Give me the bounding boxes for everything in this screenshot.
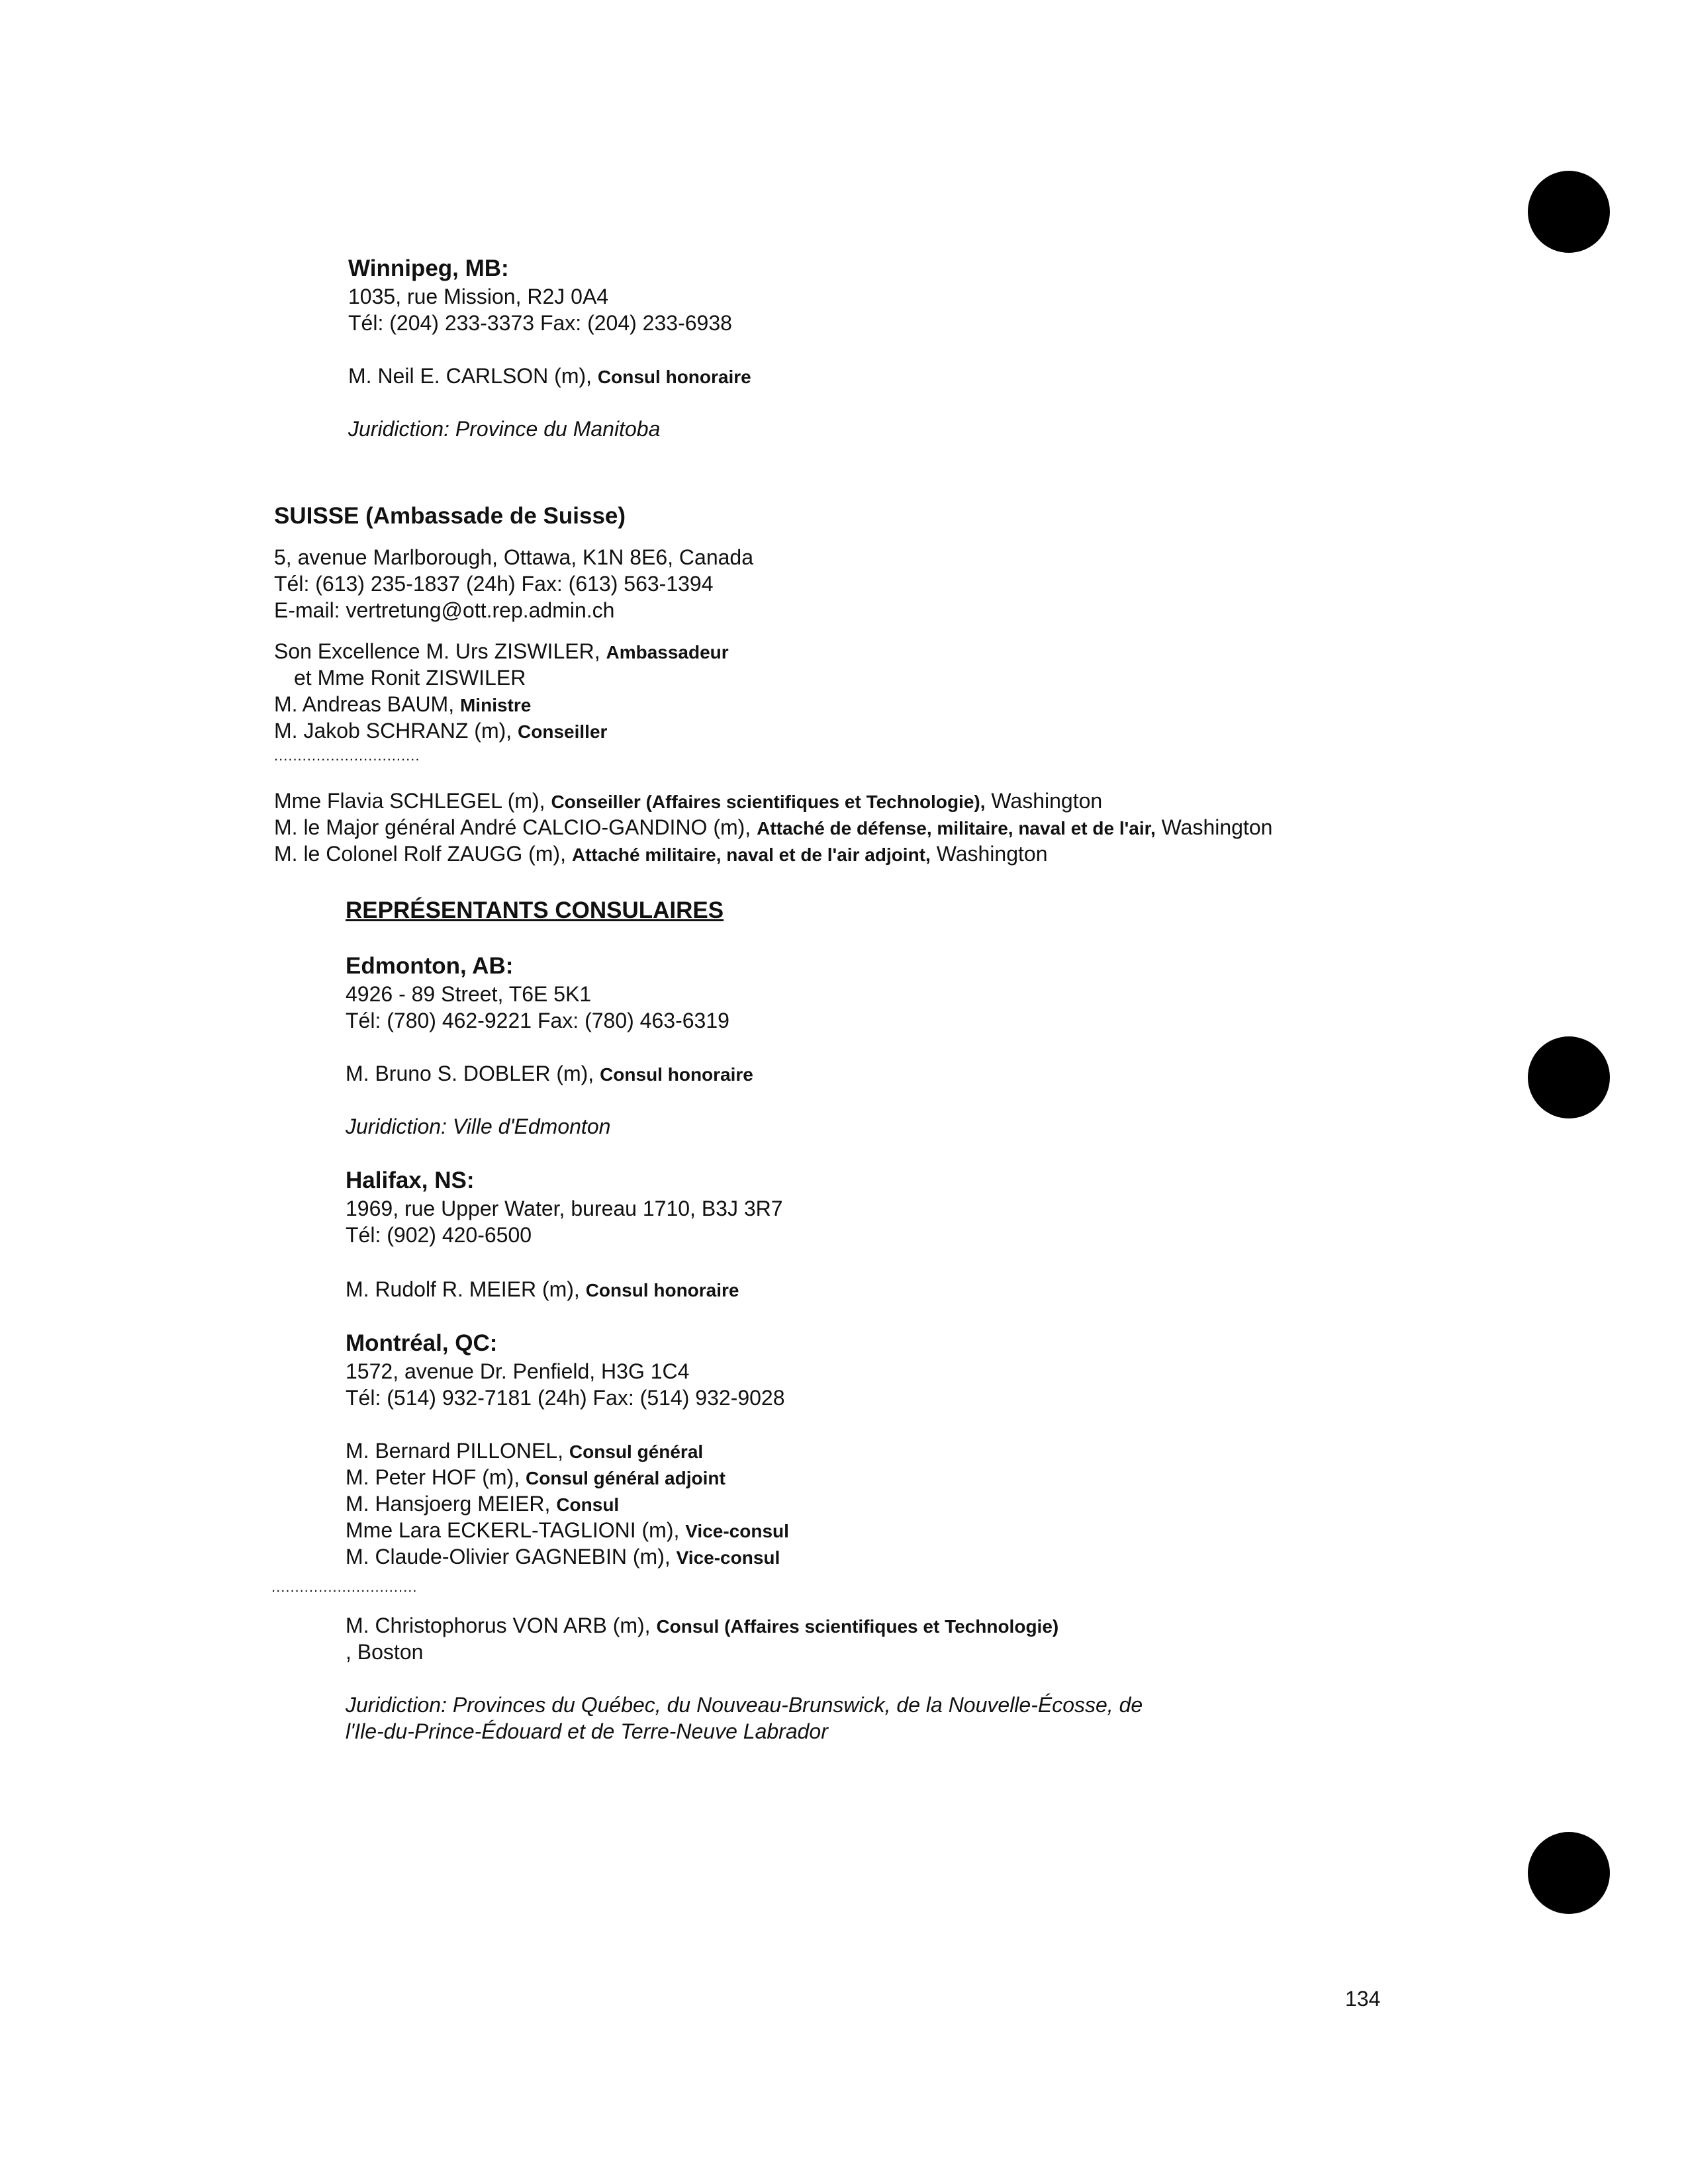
person-role: Consul général adjoint bbox=[526, 1468, 726, 1488]
staff-row bbox=[274, 717, 607, 745]
winnipeg-heading: Winnipeg, MB: bbox=[348, 255, 509, 281]
person-location: Washington bbox=[1161, 815, 1273, 839]
person-role: Attaché militaire, naval et de l'air adjoint, bbox=[571, 844, 931, 865]
montreal-staff-row bbox=[346, 1490, 619, 1518]
boston-staff-row bbox=[346, 1612, 1058, 1640]
dotted-separator: ............................... bbox=[271, 1578, 418, 1595]
montreal-heading: Montréal, QC: bbox=[346, 1330, 498, 1356]
person-role: Consul (Affaires scientifiques et Technologie) bbox=[656, 1616, 1059, 1637]
montreal-staff-row bbox=[346, 1437, 703, 1465]
montreal-jurisdiction-line1: Juridiction: Provinces du Québec, du Nouveau-Brunswick, de la Nouvelle-Écosse, de bbox=[346, 1693, 1143, 1717]
consular-heading: REPRÉSENTANTS CONSULAIRES bbox=[346, 897, 724, 923]
person-name: M. Bernard PILLONEL, bbox=[346, 1439, 564, 1463]
person-name: M. le Major général André CALCIO-GANDINO (m), bbox=[274, 815, 751, 839]
washington-staff-row bbox=[274, 814, 1272, 842]
person-name: M. Jakob SCHRANZ (m), bbox=[274, 719, 512, 743]
person-name: Mme Lara ECKERL-TAGLIONI (m), bbox=[346, 1518, 680, 1542]
staff-row bbox=[294, 664, 526, 691]
suisse-heading: SUISSE (Ambassade de Suisse) bbox=[274, 503, 626, 529]
person-name: M. Bruno S. DOBLER (m), bbox=[346, 1062, 594, 1085]
person-role: Attaché de défense, militaire, naval et de l'air, bbox=[757, 818, 1156, 839]
winnipeg-phone: Tél: (204) 233-3373 Fax: (204) 233-6938 bbox=[348, 311, 732, 335]
montreal-phone: Tél: (514) 932-7181 (24h) Fax: (514) 932-9028 bbox=[346, 1386, 785, 1410]
person-role: Ambassadeur bbox=[606, 642, 729, 662]
person-role: Consul honoraire bbox=[585, 1280, 739, 1300]
washington-staff-row bbox=[274, 841, 1047, 868]
edmonton-address: 4926 - 89 Street, T6E 5K1 bbox=[346, 982, 592, 1006]
person-name: M. Hansjoerg MEIER, bbox=[346, 1492, 551, 1516]
person-role: Vice-consul bbox=[685, 1521, 789, 1541]
suisse-address: 5, avenue Marlborough, Ottawa, K1N 8E6, Canada bbox=[274, 545, 753, 569]
person-name: et Mme Ronit ZISWILER bbox=[294, 666, 526, 690]
montreal-staff-row bbox=[346, 1517, 789, 1545]
winnipeg-address: 1035, rue Mission, R2J 0A4 bbox=[348, 285, 609, 308]
person-location: Washington bbox=[936, 842, 1048, 866]
person-name: Mme Flavia SCHLEGEL (m), bbox=[274, 789, 545, 813]
person-role: Ministre bbox=[459, 695, 532, 715]
punch-hole-top bbox=[1528, 171, 1610, 253]
winnipeg-jurisdiction: Juridiction: Province du Manitoba bbox=[348, 417, 661, 441]
edmonton-phone: Tél: (780) 462-9221 Fax: (780) 463-6319 bbox=[346, 1009, 729, 1032]
halifax-heading: Halifax, NS: bbox=[346, 1167, 475, 1193]
washington-staff-row bbox=[274, 788, 1102, 815]
person-role: Consul honoraire bbox=[600, 1064, 753, 1085]
montreal-staff-row bbox=[346, 1543, 780, 1571]
suisse-email: E-mail: vertretung@ott.rep.admin.ch bbox=[274, 598, 615, 622]
person-role: Consul général bbox=[569, 1441, 704, 1462]
person-location: Washington bbox=[991, 789, 1103, 813]
person-name: M. Rudolf R. MEIER (m), bbox=[346, 1277, 580, 1301]
person-name: M. le Colonel Rolf ZAUGG (m), bbox=[274, 842, 566, 866]
person-name: Son Excellence M. Urs ZISWILER, bbox=[274, 639, 600, 663]
montreal-jurisdiction-line2: l'Ile-du-Prince-Édouard et de Terre-Neuve Labrador bbox=[346, 1719, 828, 1743]
montreal-address: 1572, avenue Dr. Penfield, H3G 1C4 bbox=[346, 1359, 690, 1383]
punch-hole-bottom bbox=[1528, 1832, 1610, 1914]
montreal-staff-row bbox=[346, 1464, 726, 1492]
halifax-phone: Tél: (902) 420-6500 bbox=[346, 1223, 532, 1247]
person-role: Conseiller bbox=[518, 721, 608, 742]
staff-row bbox=[274, 638, 729, 666]
page-number: 134 bbox=[1345, 1987, 1381, 2011]
person-role: Conseiller (Affaires scientifiques et Technologie), bbox=[551, 792, 986, 812]
halifax-consul bbox=[346, 1276, 739, 1304]
winnipeg-consul bbox=[348, 363, 751, 390]
dotted-separator: ............................... bbox=[274, 747, 420, 764]
person-role: Vice-consul bbox=[676, 1547, 780, 1568]
edmonton-heading: Edmonton, AB: bbox=[346, 953, 514, 979]
boston-location: , Boston bbox=[346, 1640, 424, 1664]
person-name: M. Christophorus VON ARB (m), bbox=[346, 1614, 651, 1637]
halifax-address: 1969, rue Upper Water, bureau 1710, B3J 3R7 bbox=[346, 1197, 783, 1220]
person-name: M. Claude-Olivier GAGNEBIN (m), bbox=[346, 1545, 671, 1569]
person-name: M. Andreas BAUM, bbox=[274, 692, 455, 716]
person-name: M. Neil E. CARLSON (m), bbox=[348, 364, 592, 388]
suisse-phone: Tél: (613) 235-1837 (24h) Fax: (613) 563-1394 bbox=[274, 572, 714, 596]
person-role: Consul honoraire bbox=[597, 367, 751, 387]
edmonton-consul bbox=[346, 1060, 753, 1088]
person-name: M. Peter HOF (m), bbox=[346, 1465, 520, 1489]
staff-row bbox=[274, 691, 531, 719]
punch-hole-middle bbox=[1528, 1036, 1610, 1118]
person-role: Consul bbox=[556, 1494, 620, 1515]
edmonton-jurisdiction: Juridiction: Ville d'Edmonton bbox=[346, 1115, 611, 1138]
